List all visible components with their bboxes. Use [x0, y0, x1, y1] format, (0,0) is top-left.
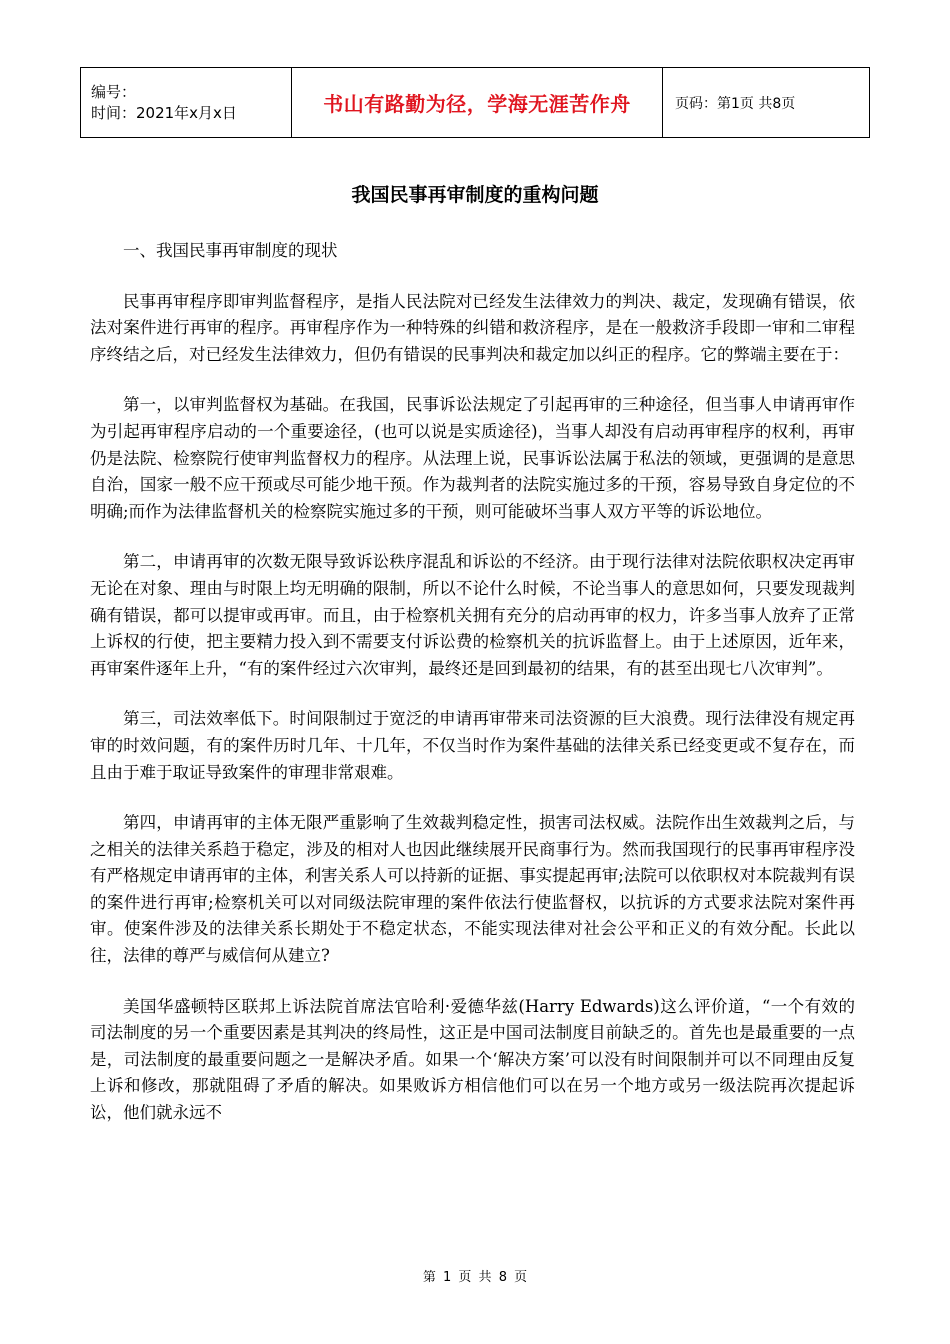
page-info: 页码：第1页 共8页 — [663, 68, 870, 138]
document-body — [90, 238, 855, 1127]
paragraph-fourth: 第四，申请再审的主体无限严重影响了生效裁判稳定性，损害司法权威。法院作出生效裁判之后，与之相关的法律关系趋于稳定，涉及的相对人也因此继续展开民商事行为。然而我国现行的民事再审程序没有严格规定申请再审的主体，利害关系人可以持新的证据、事实提起再审;法院可以依职权对本院裁判有误的案件进行再审;检察机关可以对同级法院审理的案件依法行使监督权，以抗诉的方式要求法院对案件再审。使案件涉及的法律关系长期处于不稳定状态，不能实现法律对社会公平和正义的有效分配。长此以往，法律的尊严与威信何从建立? — [90, 813, 855, 966]
paragraph-second: 第二，申请再审的次数无限导致诉讼秩序混乱和诉讼的不经济。由于现行法律对法院依职权决定再审无论在对象、理由与时限上均无明确的限制，所以不论什么时候，不论当事人的意思如何，只要发现裁判确有错误，都可以提审或再审。而且，由于检察机关拥有充分的启动再审的权力，许多当事人放弃了正常上诉权的行使，把主要精力投入到不需要支付诉讼费的检察机关的抗诉监督上。由于上述原因，近年来，再审案件逐年上升，“有的案件经过六次审判，最终还是回到最初的结果，有的甚至出现七八次审判”。 — [90, 552, 855, 678]
header-table — [80, 67, 870, 138]
document-title: 我国民事再审制度的重构问题 — [351, 184, 599, 206]
header-left-cell — [81, 68, 292, 138]
paragraph-first: 第一，以审判监督权为基础。在我国，民事诉讼法规定了引起再审的三种途径，但当事人申请再审作为引起再审程序启动的一个重要途径，(也可以说是实质途径)，当事人却没有启动再审程序的权利，再审仍是法院、检察院行使审判监督权力的程序。从法理上说，民事诉讼法属于私法的领域，更强调的是意思自治，国家一般不应干预或尽可能少地干预。作为裁判者的法院实施过多的干预，容易导致自身定位的不明确;而作为法律监督机关的检察院实施过多的干预，则可能破坏当事人双方平等的诉讼地位。 — [90, 395, 855, 521]
paragraph-intro: 民事再审程序即审判监督程序，是指人民法院对已经发生法律效力的判决、裁定，发现确有错误，依法对案件进行再审的程序。再审程序作为一种特殊的纠错和救济程序，是在一般救济手段即一审和二审程序终结之后，对已经发生法律效力，但仍有错误的民事判决和裁定加以纠正的程序。它的弊端主要在于： — [90, 291, 855, 364]
page-footer: 第 1 页 共 8 页 — [422, 1270, 528, 1285]
code-label: 编号： — [91, 82, 137, 101]
time-label: 时间：2021年x月x日 — [91, 103, 237, 122]
paragraph-quote: 美国华盛顿特区联邦上诉法院首席法官哈利·爱德华兹(Harry Edwards)这么评价道，“一个有效的司法制度的另一个重要因素是其判决的终局性，这正是中国司法制度目前缺乏的。首先也是最重要的一点是，司法制度的最重要问题之一是解决矛盾。如果一个‘解决方案’可以没有时间限制并可以不同理由反复上诉和修改，那就阻碍了矛盾的解决。如果败诉方相信他们可以在另一个地方或另一级法院再次提起诉讼，他们就永远不 — [90, 996, 855, 1123]
section-heading: 一、我国民事再审制度的现状 — [123, 241, 338, 260]
motto: 书山有路勤为径，学海无涯苦作舟 — [292, 68, 663, 138]
paragraph-third: 第三，司法效率低下。时间限制过于宽泛的申请再审带来司法资源的巨大浪费。现行法律没有规定再审的时效问题，有的案件历时几年、十几年，不仅当时作为案件基础的法律关系已经变更或不复存在，而且由于难于取证导致案件的审理非常艰难。 — [90, 709, 855, 782]
